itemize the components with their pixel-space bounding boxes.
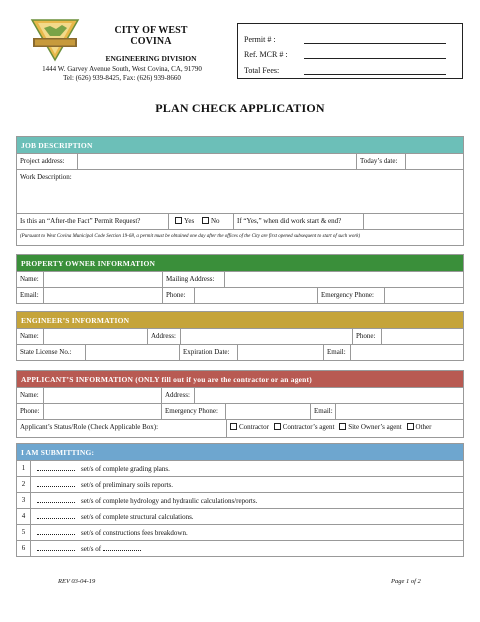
item-text: set/s of complete structural calculations.	[81, 513, 194, 521]
item-text: set/s of	[81, 545, 102, 553]
job-description-section	[16, 136, 464, 246]
quantity-field[interactable]	[37, 528, 75, 535]
site-owner-agent-label: Site Owner’s agent	[348, 423, 402, 431]
engineer-email-label: Email:	[324, 345, 351, 360]
status-role-label: Applicant’s Status/Role (Check Applicable Box):	[17, 420, 227, 437]
contractor-checkbox[interactable]	[230, 423, 237, 430]
applicant-address-label: Address:	[162, 388, 195, 403]
engineer-name-label: Name:	[17, 329, 44, 344]
municipal-code-note: (Pursuant to West Covina Municipal Code Section 19-68, a permit must be obtained one day after the offices of the City are first opened subsequent to start of such work)	[20, 234, 361, 239]
owner-email-field[interactable]	[44, 288, 163, 303]
owner-name-label: Name:	[17, 272, 44, 287]
todays-date-field[interactable]	[406, 154, 463, 169]
ref-mcr-field[interactable]	[304, 49, 446, 59]
after-fact-options	[169, 214, 234, 229]
applicant-emergency-label: Emergency Phone:	[162, 404, 226, 419]
project-address-field[interactable]	[78, 154, 357, 169]
engineer-phone-label: Phone:	[353, 329, 382, 344]
no-checkbox[interactable]	[202, 217, 209, 224]
city-name: CITY OF WEST COVINA	[114, 25, 188, 47]
owner-name-field[interactable]	[44, 272, 163, 287]
section-heading: I AM SUBMITTING:	[17, 444, 463, 460]
license-label: State License No.:	[17, 345, 86, 360]
city-logo	[30, 18, 80, 62]
if-yes-field[interactable]	[364, 214, 463, 229]
mailing-address-label: Mailing Address:	[163, 272, 225, 287]
applicant-name-label: Name:	[17, 388, 44, 403]
engineer-address-field[interactable]	[181, 329, 353, 344]
owner-emergency-label: Emergency Phone:	[318, 288, 385, 303]
other-checkbox[interactable]	[407, 423, 414, 430]
yes-label: Yes	[184, 217, 195, 225]
item-text: set/s of constructions fees breakdown.	[81, 529, 188, 537]
permit-field[interactable]	[304, 34, 446, 44]
engineer-section	[16, 311, 464, 361]
applicant-emergency-field[interactable]	[226, 404, 311, 419]
ref-mcr-label: Ref. MCR # :	[244, 50, 288, 59]
engineer-address-label: Address:	[148, 329, 181, 344]
section-heading: ENGINEER’S INFORMATION	[17, 312, 463, 328]
if-yes-label: If “Yes,” when did work start & end?	[234, 214, 364, 229]
item-number: 1	[17, 461, 31, 476]
item-number: 4	[17, 509, 31, 524]
expiration-label: Expiration Date:	[180, 345, 238, 360]
total-fees-field[interactable]	[304, 65, 446, 75]
other-item-field[interactable]	[103, 544, 141, 551]
permit-label: Permit # :	[244, 34, 276, 44]
project-address-label: Project address:	[17, 154, 78, 169]
expiration-field[interactable]	[238, 345, 324, 360]
after-fact-label: Is this an “After-the Fact” Permit Request?	[17, 214, 169, 229]
applicant-email-label: Email:	[311, 404, 336, 419]
owner-email-label: Email:	[17, 288, 44, 303]
total-fees-label: Total Fees:	[244, 65, 280, 75]
item-number: 2	[17, 477, 31, 492]
applicant-section	[16, 370, 464, 438]
phone-line: Tel: (626) 939-8425, Fax: (626) 939-8660	[63, 74, 181, 82]
work-description-field[interactable]	[17, 170, 463, 213]
item-text: set/s of complete hydrology and hydraulic calculations/reports.	[81, 497, 258, 505]
contractor-agent-label: Contractor’s agent	[282, 423, 335, 431]
item-number: 5	[17, 525, 31, 540]
site-owner-agent-checkbox[interactable]	[339, 423, 346, 430]
owner-phone-field[interactable]	[195, 288, 318, 303]
engineer-email-field[interactable]	[351, 345, 463, 360]
division-name: ENGINEERING DIVISION	[105, 54, 197, 63]
submitting-section	[16, 443, 464, 557]
applicant-phone-field[interactable]	[44, 404, 162, 419]
owner-phone-label: Phone:	[163, 288, 195, 303]
status-role-options	[227, 420, 463, 437]
section-heading: APPLICANT’S INFORMATION (ONLY fill out if you are the contractor or an agent)	[17, 371, 463, 387]
header-block	[96, 25, 206, 63]
other-label: Other	[415, 423, 432, 431]
contractor-label: Contractor	[239, 423, 269, 431]
license-field[interactable]	[86, 345, 180, 360]
city-address	[27, 65, 217, 83]
section-heading: JOB DESCRIPTION	[17, 137, 463, 153]
applicant-name-field[interactable]	[44, 388, 162, 403]
quantity-field[interactable]	[37, 496, 75, 503]
applicant-address-field[interactable]	[195, 388, 463, 403]
applicant-phone-label: Phone:	[17, 404, 44, 419]
section-heading: PROPERTY OWNER INFORMATION	[17, 255, 463, 271]
quantity-field[interactable]	[37, 544, 75, 551]
owner-emergency-field[interactable]	[385, 288, 463, 303]
mailing-address-field[interactable]	[225, 272, 463, 287]
item-number: 6	[17, 541, 31, 556]
item-text: set/s of preliminary soils reports.	[81, 481, 173, 489]
contractor-agent-checkbox[interactable]	[274, 423, 281, 430]
engineer-phone-field[interactable]	[382, 329, 463, 344]
item-number: 3	[17, 493, 31, 508]
quantity-field[interactable]	[37, 464, 75, 471]
engineer-name-field[interactable]	[44, 329, 148, 344]
item-text: set/s of complete grading plans.	[81, 465, 170, 473]
quantity-field[interactable]	[37, 480, 75, 487]
work-description-label: Work Description:	[20, 173, 72, 181]
applicant-email-field[interactable]	[336, 404, 463, 419]
todays-date-label: Today’s date:	[357, 154, 406, 169]
page-title: PLAN CHECK APPLICATION	[155, 101, 325, 115]
property-owner-section	[16, 254, 464, 304]
revision-label: REV 03-04-19	[58, 578, 96, 585]
no-label: No	[210, 217, 220, 225]
yes-checkbox[interactable]	[175, 217, 182, 224]
quantity-field[interactable]	[37, 512, 75, 519]
address-line: 1444 W. Garvey Avenue South, West Covina, CA, 91790	[42, 65, 202, 73]
permit-box	[237, 23, 463, 79]
page-number: Page 1 of 2	[391, 578, 421, 585]
